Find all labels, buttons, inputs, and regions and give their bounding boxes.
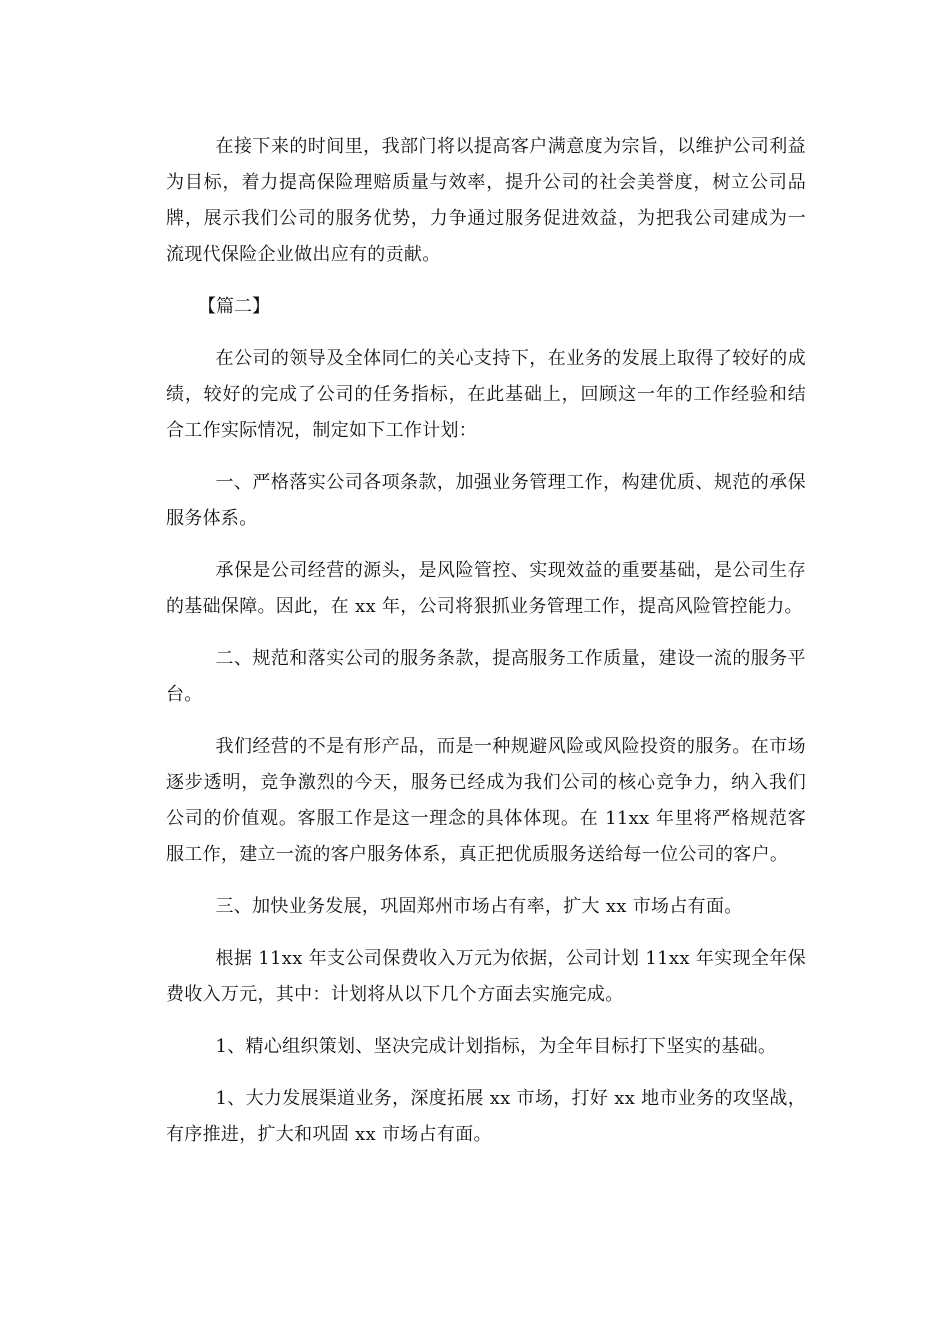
document-body — [166, 129, 806, 1153]
paragraph-service: 我们经营的不是有形产品，而是一种规避风险或风险投资的服务。在市场逐步透明，竞争激烈的今天，服务已经成为我们公司的核心竞争力，纳入我们公司的价值观。客服工作是这一理念的具体体现。在 11xx 年里将严格规范客服工作，建立一流的客户服务体系，真正把优质服务送给每一位公司的客户。 — [166, 736, 806, 865]
paragraph-sub-item-channels: 1、大力发展渠道业务，深度拓展 xx 市场，打好 xx 地市业务的攻坚战，有序推进，扩大和巩固 xx 市场占有面。 — [166, 1088, 806, 1145]
paragraph-premium-plan: 根据 11xx 年支公司保费收入万元为依据，公司计划 11xx 年实现全年保费收入万元，其中：计划将从以下几个方面去实施完成。 — [166, 948, 806, 1005]
paragraph-sub-item-planning: 1、精心组织策划、坚决完成计划指标，为全年目标打下坚实的基础。 — [215, 1036, 777, 1057]
paragraph-item-one-heading: 一、严格落实公司各项条款，加强业务管理工作，构建优质、规范的承保服务体系。 — [166, 472, 806, 529]
section-heading-part-two: 【篇二】 — [198, 296, 270, 317]
paragraph-item-two-heading: 二、规范和落实公司的服务条款，提高服务工作质量，建设一流的服务平台。 — [166, 648, 806, 705]
paragraph-closing-summary: 在接下来的时间里，我部门将以提高客户满意度为宗旨，以维护公司利益为目标，着力提高保险理赔质量与效率，提升公司的社会美誉度，树立公司品牌，展示我们公司的服务优势，力争通过服务促进效益，为把我公司建成为一流现代保险企业做出应有的贡献。 — [166, 136, 806, 265]
paragraph-intro: 在公司的领导及全体同仁的关心支持下，在业务的发展上取得了较好的成绩，较好的完成了公司的任务指标，在此基础上，回顾这一年的工作经验和结合工作实际情况，制定如下工作计划： — [166, 348, 806, 441]
paragraph-underwriting: 承保是公司经营的源头，是风险管控、实现效益的重要基础，是公司生存的基础保障。因此，在 xx 年，公司将狠抓业务管理工作，提高风险管控能力。 — [166, 560, 806, 617]
paragraph-item-three-heading: 三、加快业务发展，巩固郑州市场占有率，扩大 xx 市场占有面。 — [215, 896, 743, 917]
